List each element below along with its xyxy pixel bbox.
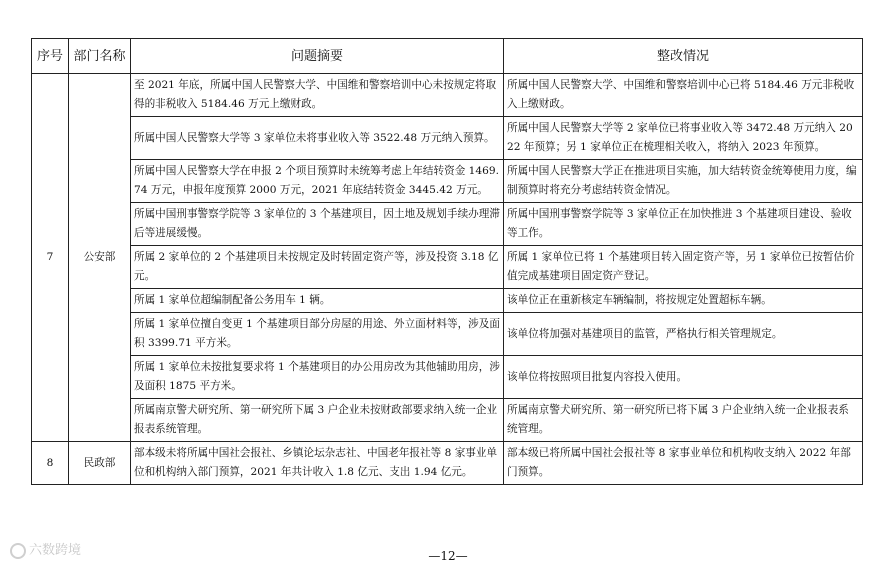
issue-cell: 所属中国人民警察大学在申报 2 个项目预算时未统筹考虑上年结转资金 1469.74 万元，申报年度预算 2000 万元，2021 年底结转资金 3445.42 万元。 [131,160,504,203]
table-row [32,442,863,485]
page-number: —12— [428,549,468,563]
table-row [32,74,863,117]
issue-cell: 所属 1 家单位超编制配备公务用车 1 辆。 [131,289,504,313]
header-seq: 序号 [32,39,69,74]
issue-cell: 至 2021 年底，所属中国人民警察大学、中国维和警察培训中心未按规定将取得的非税收入 5184.46 万元上缴财政。 [131,74,504,117]
table-row [32,117,863,160]
audit-table [31,38,863,485]
header-rectification: 整改情况 [504,39,863,74]
rectification-cell: 所属中国人民警察大学、中国维和警察培训中心已将 5184.46 万元非税收入上缴财政。 [504,74,863,117]
rectification-cell: 所属 1 家单位已将 1 个基建项目转入固定资产等，另 1 家单位已按暂估价值完成基建项目固定资产登记。 [504,246,863,289]
rectification-cell: 部本级已将所属中国社会报社等 8 家事业单位和机构收支纳入 2022 年部门预算。 [504,442,863,485]
table-header-row [32,39,863,74]
rectification-cell: 所属南京警犬研究所、第一研究所已将下属 3 户企业纳入统一企业报表系统管理。 [504,399,863,442]
watermark [10,542,81,560]
header-dept: 部门名称 [69,39,131,74]
issue-cell: 所属 1 家单位未按批复要求将 1 个基建项目的办公用房改为其他辅助用房，涉及面积 1875 平方米。 [131,356,504,399]
rectification-cell: 该单位将按照项目批复内容投入使用。 [504,356,863,399]
rectification-cell: 所属中国刑事警察学院等 3 家单位正在加快推进 3 个基建项目建设、验收等工作。 [504,203,863,246]
issue-cell: 所属中国刑事警察学院等 3 家单位的 3 个基建项目，因土地及规划手续办理滞后等进展缓慢。 [131,203,504,246]
table-row [32,246,863,289]
issue-cell: 所属 1 家单位擅自变更 1 个基建项目部分房屋的用途、外立面材料等，涉及面积 3399.71 平方米。 [131,313,504,356]
header-issue: 问题摘要 [131,39,504,74]
table-row [32,160,863,203]
table-row [32,399,863,442]
table-row [32,356,863,399]
group-seq: 7 [32,74,69,442]
rectification-cell: 所属中国人民警察大学等 2 家单位已将事业收入等 3472.48 万元纳入 2022 年预算；另 1 家单位正在梳理相关收入，将纳入 2023 年预算。 [504,117,863,160]
watermark-text: 六数跨境 [29,543,82,558]
group-dept: 公安部 [69,74,131,442]
rectification-cell: 该单位将加强对基建项目的监管，严格执行相关管理规定。 [504,313,863,356]
table-row [32,203,863,246]
issue-cell: 所属 2 家单位的 2 个基建项目未按规定及时转固定资产等，涉及投资 3.18 亿元。 [131,246,504,289]
rectification-cell: 所属中国人民警察大学正在推进项目实施，加大结转资金统筹使用力度，编制预算时将充分考虑结转资金情况。 [504,160,863,203]
table-row [32,313,863,356]
issue-cell: 所属南京警犬研究所、第一研究所下属 3 户企业未按财政部要求纳入统一企业报表系统管理。 [131,399,504,442]
watermark-logo-icon [10,543,26,559]
issue-cell: 所属中国人民警察大学等 3 家单位未将事业收入等 3522.48 万元纳入预算。 [131,117,504,160]
group-seq: 8 [32,442,69,485]
table-row [32,289,863,313]
rectification-cell: 该单位正在重新核定车辆编制，将按规定处置超标车辆。 [504,289,863,313]
issue-cell: 部本级未将所属中国社会报社、乡镇论坛杂志社、中国老年报社等 8 家事业单位和机构纳入部门预算，2021 年共计收入 1.8 亿元、支出 1.94 亿元。 [131,442,504,485]
group-dept: 民政部 [69,442,131,485]
